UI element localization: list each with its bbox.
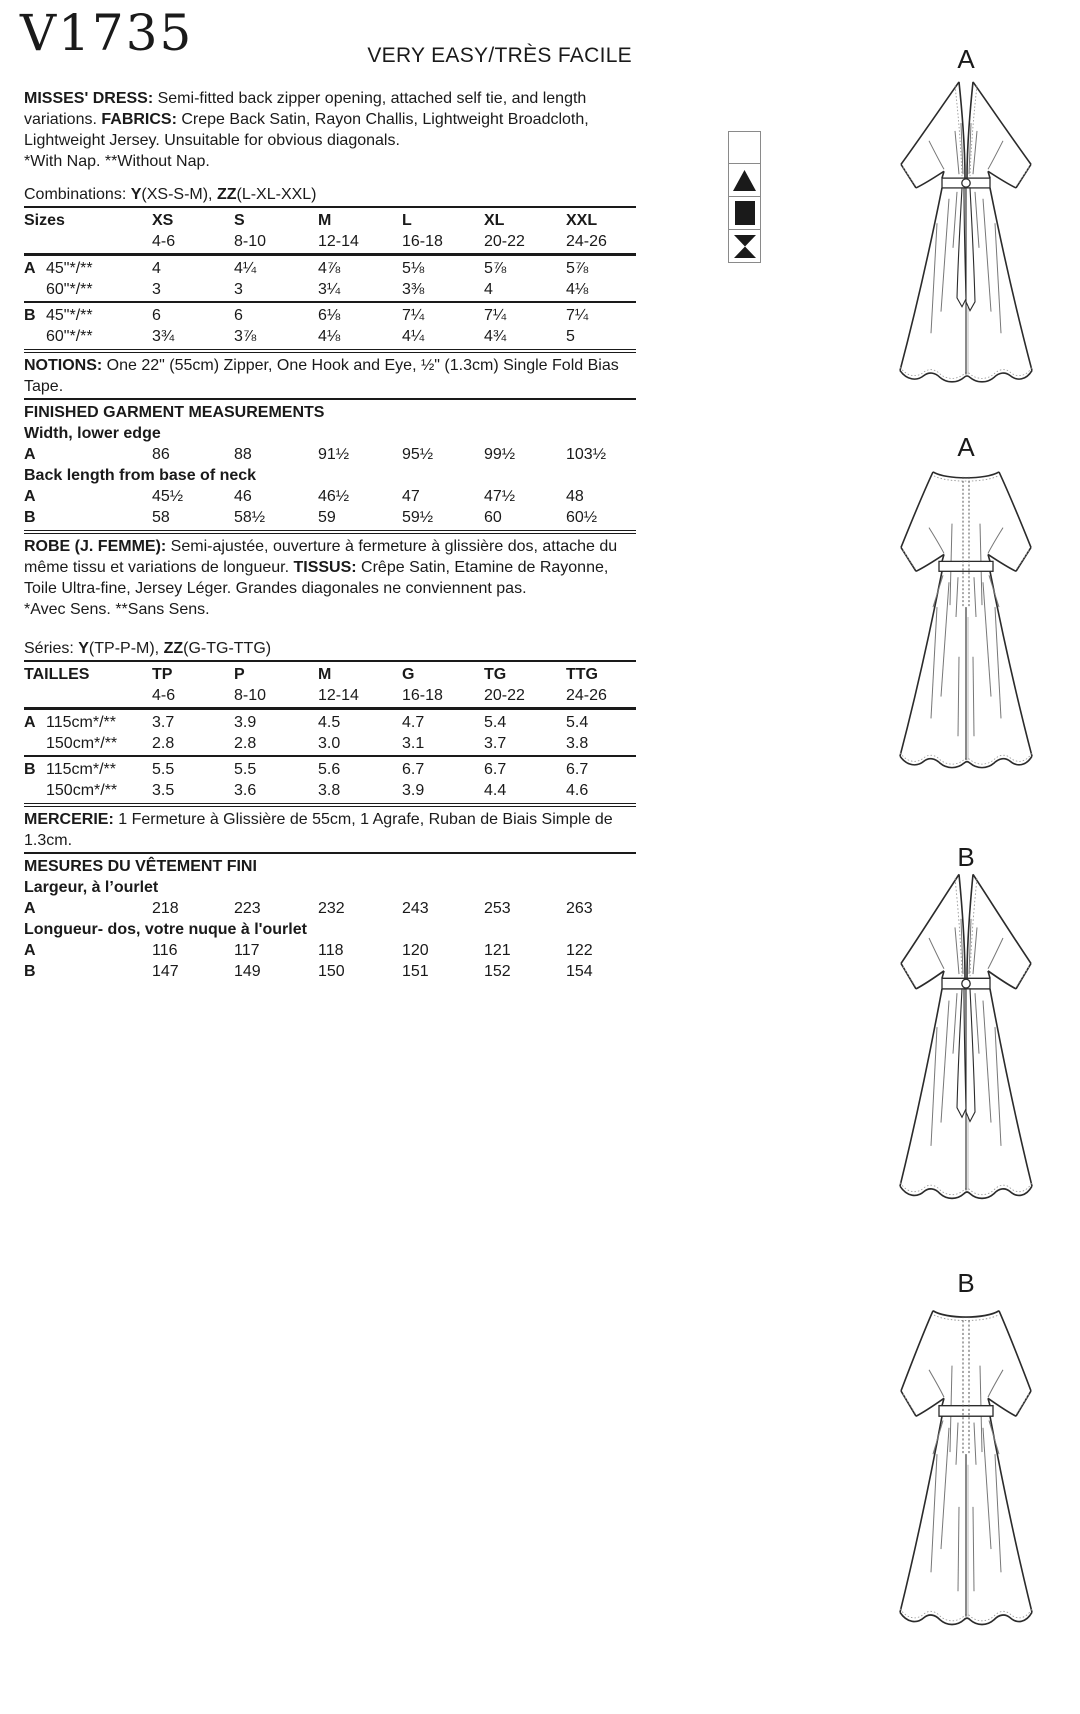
view-letter: B (24, 509, 36, 526)
size-range: 4-6 (152, 687, 176, 704)
text-run: ZZ (216, 186, 237, 203)
measurement-value: 58½ (234, 509, 266, 526)
figure-label: A (957, 432, 975, 462)
divider (24, 530, 636, 534)
fabric-width-label: 150cm*/** (46, 782, 118, 799)
row-label (24, 780, 152, 801)
yardage-value: 3.1 (402, 735, 425, 752)
size-column-header (318, 664, 402, 706)
size-name: M (318, 212, 332, 229)
divider (24, 803, 636, 807)
yardage-value: 6 (152, 307, 161, 324)
divider (24, 206, 636, 208)
size-range: 20-22 (484, 233, 525, 250)
measurement-value: 86 (152, 446, 170, 463)
text-run: TISSUS: (293, 559, 362, 576)
text-run: (TP-P-M), (88, 640, 164, 657)
measurement-value: 60 (484, 509, 502, 526)
row-label (24, 507, 152, 528)
fabric-width-label: 60"*/** (46, 281, 93, 298)
yardage-row (24, 733, 636, 754)
yardage-value: 4⅛ (318, 328, 341, 345)
text-run: ROBE (J. FEMME): (24, 538, 171, 555)
row-label (24, 279, 152, 300)
measurement-value: 47½ (484, 488, 516, 505)
measurement-section-label: Largeur, à l’ourlet (24, 879, 159, 896)
yardage-value: 4¼ (234, 260, 257, 277)
measurement-value: 120 (402, 942, 429, 959)
yardage-value: 3⅞ (234, 328, 257, 345)
view-letter: A (24, 260, 36, 277)
size-range: 24-26 (566, 687, 607, 704)
yardage-value: 2.8 (152, 735, 175, 752)
text-run: Y (78, 640, 89, 657)
yardage-value: 5 (566, 328, 575, 345)
measurement-section-label: Width, lower edge (24, 425, 161, 442)
yardage-value: 6.7 (402, 761, 425, 778)
yardage-value: 7¼ (566, 307, 589, 324)
measurement-value: 118 (318, 942, 344, 959)
yardage-row (24, 279, 636, 300)
measurement-row (24, 507, 636, 528)
measurement-value: 103½ (566, 446, 607, 463)
row-label (24, 486, 152, 507)
yardage-value: 4.5 (318, 714, 341, 731)
yardage-value: 7¼ (484, 307, 507, 324)
size-name: G (402, 666, 415, 683)
yardage-value: 3.6 (234, 782, 257, 799)
yardage-row (24, 780, 636, 801)
view-letter: B (24, 307, 36, 324)
measurement-value: 48 (566, 488, 584, 505)
yardage-value: 4.6 (566, 782, 589, 799)
divider (24, 349, 636, 353)
dress-a-tie-back-view (871, 76, 1061, 400)
yardage-value: 3.8 (318, 782, 341, 799)
size-column-header (484, 210, 566, 252)
text-run: Crêpe Satin, Etamine de Rayonne, Toile Ultra-fine, Jersey Léger. Grandes diagonales ne conviennent pas. (24, 559, 609, 597)
size-column-header (402, 664, 484, 706)
size-range: 16-18 (402, 687, 443, 704)
yardage-value: 5⅞ (566, 260, 589, 277)
measurement-value: 59 (318, 509, 336, 526)
size-column-header (152, 210, 234, 252)
measurement-value: 147 (152, 963, 179, 980)
size-name: XL (484, 212, 505, 229)
divider (24, 755, 636, 757)
yardage-value: 3 (234, 281, 243, 298)
text-run: (G-TG-TTG) (183, 640, 272, 657)
text-run: Y (130, 186, 142, 203)
size-column-header (402, 210, 484, 252)
table-header-row (24, 664, 636, 706)
yardage-value: 5.4 (484, 714, 507, 731)
measurement-section-label: Back length from base of neck (24, 467, 257, 484)
text-run: MISSES' DRESS: (24, 90, 158, 107)
series-line (24, 638, 636, 659)
divider (24, 253, 636, 256)
mesures-table (24, 877, 636, 982)
measurement-value: 99½ (484, 446, 516, 463)
measurement-value: 88 (234, 446, 252, 463)
yardage-row (24, 712, 636, 733)
divider (24, 660, 636, 662)
fabric-width-label: 45"*/** (46, 307, 93, 324)
text-run: (L-XL-XXL) (236, 186, 317, 203)
divider (24, 301, 636, 303)
measurement-value: 152 (484, 963, 511, 980)
measurement-value: 58 (152, 509, 170, 526)
size-range: 24-26 (566, 233, 607, 250)
yardage-value: 3.9 (402, 782, 425, 799)
measurement-value: 223 (234, 900, 261, 917)
fabric-symbol-key (728, 131, 761, 263)
measurement-value: 263 (566, 900, 593, 917)
measurement-value: 149 (234, 963, 261, 980)
yardage-value: 2.8 (234, 735, 257, 752)
size-name: M (318, 666, 332, 683)
divider (24, 852, 636, 854)
row-label (24, 733, 152, 754)
measurement-value: 151 (402, 963, 429, 980)
size-name: XXL (566, 212, 598, 229)
table-header-row (24, 210, 636, 252)
text-run: ZZ (163, 640, 184, 657)
measurement-row (24, 486, 636, 507)
measurement-value: 59½ (402, 509, 434, 526)
yardage-value: 3¾ (152, 328, 175, 345)
yardage-row (24, 305, 636, 326)
size-range: 16-18 (402, 233, 443, 250)
fabric-width-label: 150cm*/** (46, 735, 118, 752)
measurement-section-label: Longueur- dos, votre nuque à l'ourlet (24, 921, 307, 938)
yardage-value: 3.5 (152, 782, 175, 799)
size-column-header (484, 664, 566, 706)
notions-line (24, 355, 636, 397)
size-name: TTG (566, 666, 598, 683)
yardage-value: 3 (152, 281, 161, 298)
yardage-value: 5.6 (318, 761, 341, 778)
measurement-row (24, 898, 636, 919)
size-column-header: Sizes (24, 212, 65, 229)
size-name: XS (152, 212, 174, 229)
fabric-width-label: 60"*/** (46, 328, 93, 345)
figure-label: B (957, 842, 975, 872)
measurement-row (24, 444, 636, 465)
view-letter: A (24, 900, 36, 917)
hourglass-icon (728, 230, 761, 263)
measurement-value: 218 (152, 900, 179, 917)
mesures-title: MESURES DU VÊTEMENT FINI (24, 858, 257, 875)
size-name: L (402, 212, 412, 229)
size-name: TG (484, 666, 507, 683)
yardage-row (24, 258, 636, 279)
size-range: 8-10 (234, 687, 267, 704)
finished-measurements-table (24, 423, 636, 528)
row-label (24, 759, 152, 780)
yardage-value: 6.7 (484, 761, 507, 778)
view-letter: B (24, 761, 36, 778)
size-column-header (566, 664, 636, 706)
yardage-value: 3⅜ (402, 281, 425, 298)
row-label (24, 898, 152, 919)
size-column-header: TAILLES (24, 666, 90, 683)
english-yardage-table (24, 210, 636, 347)
size-name: TP (152, 666, 173, 683)
english-description (24, 88, 636, 151)
row-label (24, 326, 152, 347)
text-run: NOTIONS: (24, 357, 107, 374)
view-letter: A (24, 446, 36, 463)
yardage-value: 4 (152, 260, 161, 277)
view-letter: A (24, 714, 36, 731)
text-run: Séries: (24, 640, 79, 657)
yardage-value: 5.4 (566, 714, 589, 731)
view-letter: A (24, 488, 36, 505)
yardage-value: 5⅞ (484, 260, 507, 277)
measurement-row (24, 940, 636, 961)
yardage-value: 3.7 (484, 735, 507, 752)
dress-a-zipper-back-view (871, 458, 1061, 786)
text-run: FABRICS: (101, 111, 182, 128)
yardage-value: 3¼ (318, 281, 341, 298)
french-yardage-table (24, 664, 636, 801)
fabric-width-label: 45"*/** (46, 260, 93, 277)
text-run: Crepe Back Satin, Rayon Challis, Lightweight Broadcloth, Lightweight Jersey. Unsuitable for obvious diagonals. (24, 111, 589, 149)
divider (24, 398, 636, 400)
combinations-line (24, 184, 636, 205)
fabric-width-label: 115cm*/** (46, 761, 116, 778)
measurement-value: 154 (566, 963, 593, 980)
size-column-header (234, 210, 318, 252)
size-column-header (234, 664, 318, 706)
measurement-value: 47 (402, 488, 420, 505)
yardage-value: 6⅛ (318, 307, 341, 324)
row-label (24, 258, 152, 279)
yardage-value: 5.5 (152, 761, 175, 778)
row-label (24, 961, 152, 982)
row-label (24, 305, 152, 326)
pattern-number: V1735 (20, 4, 194, 62)
text-run: Combinations: (24, 186, 131, 203)
size-name: S (234, 212, 245, 229)
measurement-value: 95½ (402, 446, 434, 463)
measurement-value: 116 (152, 942, 178, 959)
divider (24, 707, 636, 710)
size-range: 20-22 (484, 687, 525, 704)
triangle-icon (728, 164, 761, 197)
measurement-value: 45½ (152, 488, 184, 505)
measurement-value: 243 (402, 900, 429, 917)
yardage-row (24, 759, 636, 780)
yardage-value: 3.8 (566, 735, 589, 752)
yardage-value: 5⅛ (402, 260, 425, 277)
french-nap-note: *Avec Sens. **Sans Sens. (24, 601, 210, 618)
yardage-value: 5.5 (234, 761, 257, 778)
yardage-value: 6.7 (566, 761, 589, 778)
measurement-value: 117 (234, 942, 260, 959)
mercerie-line (24, 809, 636, 851)
measurement-value: 46½ (318, 488, 350, 505)
size-column-header (318, 210, 402, 252)
yardage-value: 6 (234, 307, 243, 324)
text-run: Semi-ajustée, ouverture à fermeture à glissière dos, attache du même tissu et variations de longueur. (24, 538, 618, 576)
blank-swatch-icon (728, 131, 761, 164)
finished-measurements-title: FINISHED GARMENT MEASUREMENTS (24, 404, 325, 421)
view-letter: A (24, 942, 36, 959)
square-icon (728, 197, 761, 230)
yardage-value: 4 (484, 281, 493, 298)
measurement-value: 121 (484, 942, 511, 959)
measurement-value: 150 (318, 963, 345, 980)
dress-b-zipper-back-view (871, 1296, 1061, 1644)
yardage-value: 4.4 (484, 782, 507, 799)
measurement-value: 46 (234, 488, 252, 505)
text-run: (XS-S-M), (141, 186, 217, 203)
yardage-value: 4¾ (484, 328, 507, 345)
text-column (24, 88, 636, 982)
yardage-value: 3.9 (234, 714, 257, 731)
row-label (24, 712, 152, 733)
size-range: 12-14 (318, 687, 359, 704)
difficulty-label: VERY EASY/TRÈS FACILE (367, 44, 632, 67)
size-range: 8-10 (234, 233, 267, 250)
view-letter: B (24, 963, 36, 980)
text-run: Semi-fitted back zipper opening, attached self tie, and length variations. (24, 90, 587, 128)
measurement-value: 122 (566, 942, 593, 959)
yardage-value: 4.7 (402, 714, 425, 731)
text-run: 1 Fermeture à Glissière de 55cm, 1 Agrafe, Ruban de Biais Simple de 1.3cm. (24, 811, 613, 849)
row-label (24, 940, 152, 961)
yardage-value: 4⅛ (566, 281, 589, 298)
measurement-value: 253 (484, 900, 511, 917)
size-range: 4-6 (152, 233, 176, 250)
yardage-value: 4¼ (402, 328, 425, 345)
yardage-value: 7¼ (402, 307, 425, 324)
french-description (24, 536, 636, 599)
english-nap-note: *With Nap. **Without Nap. (24, 153, 210, 170)
figure-label: B (957, 1268, 975, 1298)
size-name: P (234, 666, 245, 683)
size-column-header (152, 664, 234, 706)
size-column-header (566, 210, 636, 252)
figure-label: A (957, 44, 975, 74)
measurement-value: 232 (318, 900, 345, 917)
measurement-value: 91½ (318, 446, 350, 463)
yardage-row (24, 326, 636, 347)
dress-b-tie-back-view (871, 868, 1061, 1218)
yardage-value: 3.0 (318, 735, 341, 752)
size-range: 12-14 (318, 233, 359, 250)
text-run: MERCERIE: (24, 811, 119, 828)
row-label (24, 444, 152, 465)
fabric-width-label: 115cm*/** (46, 714, 116, 731)
measurement-value: 60½ (566, 509, 598, 526)
measurement-row (24, 961, 636, 982)
text-run: One 22" (55cm) Zipper, One Hook and Eye, ½" (1.3cm) Single Fold Bias Tape. (24, 357, 619, 395)
yardage-value: 4⅞ (318, 260, 341, 277)
yardage-value: 3.7 (152, 714, 175, 731)
